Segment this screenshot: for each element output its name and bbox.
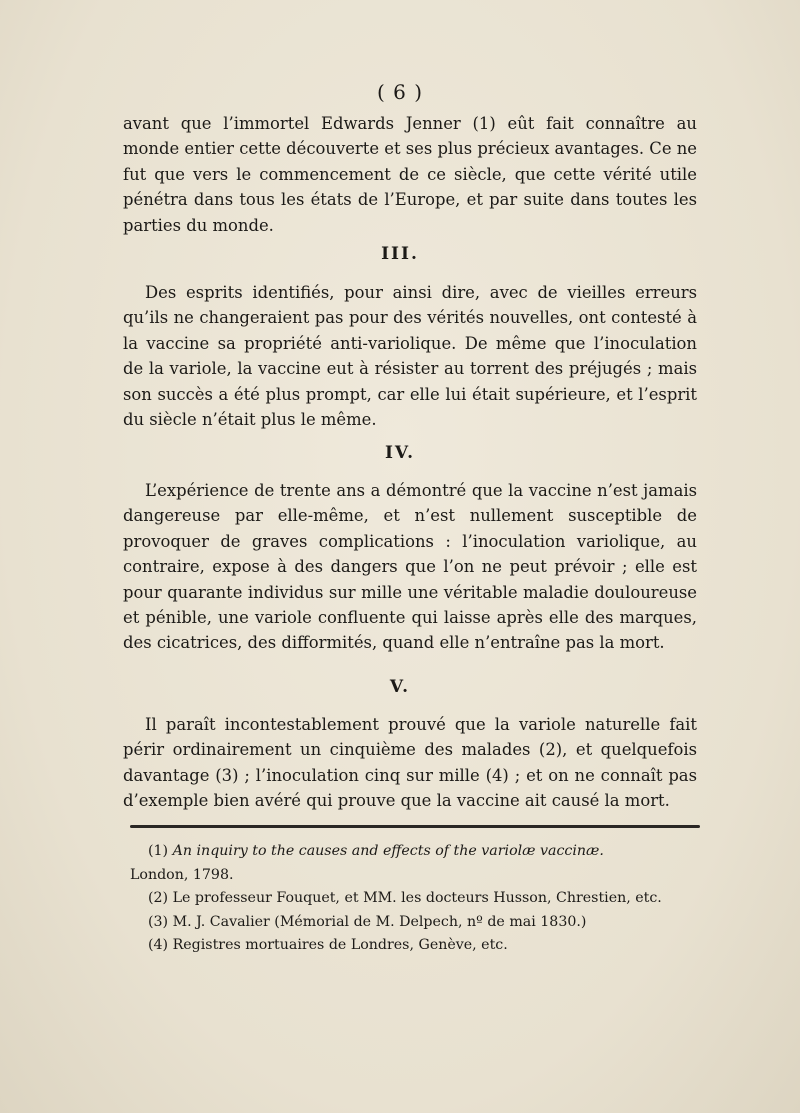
paragraph-section-5: Il paraît incontestablement prouvé que la variole naturelle fait périr ordinairement un cinquième des malades (2), et quelquefois davantage (3) ; l’inoculation cinq sur mille (4) ; et on ne connaît pas d’exemple bien avéré qui prouve que la vaccine ait causé la mort. xyxy=(123,715,697,811)
footnote-2: (2) Le professeur Fouquet, et MM. les docteurs Husson, Chrestien, etc. xyxy=(148,890,662,906)
section-heading-3: III. xyxy=(381,244,419,264)
footnote-1-place: London, 1798. xyxy=(130,866,234,883)
footnote-3: (3) M. J. Cavalier (Mémorial de M. Delpech, nº de mai 1830.) xyxy=(148,913,587,930)
paragraph-section-3: Des esprits identifiés, pour ainsi dire, avec de vieilles erreurs qu’ils ne changeraient pas pour des vérités nouvelles, ont contesté à la vaccine sa propriété anti-variolique. De même que l’inoculation de la variole, la vaccine eut à résister au torrent des préjugés ; mais son succès a été plus prompt, car elle lui était supérieure, et l’esprit du siècle n’était plus le même. xyxy=(123,283,697,430)
footnote-1-title: An inquiry to the causes and effects of the variolæ vaccinæ. xyxy=(172,843,604,859)
section-heading-5: V. xyxy=(389,677,411,697)
paragraph-intro: avant que l’immortel Edwards Jenner (1) eût fait connaître au monde entier cette découverte et ses plus précieux avantages. Ce ne fut que vers le commencement de ce siècle, que cette vérité utile pénétra dans tous les états de l’Europe, et par suite dans toutes les parties du monde. xyxy=(123,114,698,235)
footnotes xyxy=(130,840,700,958)
footnote-divider xyxy=(130,825,700,828)
footnote-4: (4) Registres mortuaires de Londres, Genève, etc. xyxy=(148,937,508,953)
section-heading-4: IV. xyxy=(384,443,416,463)
paragraph-section-4: L’expérience de trente ans a démontré que la vaccine n’est jamais dangereuse par elle-même, et n’est nullement susceptible de provoquer de graves complications : l’inoculation variolique, au contraire, expose à des dangers que l’on ne peut prévoir ; elle est pour quarante individus sur mille une véritable maladie douloureuse et pénible, une variole confluente qui laisse après elle des marques, des cicatrices, des difformités, quand elle n’entraîne pas la mort. xyxy=(123,481,697,653)
page-number: ( 6 ) xyxy=(376,80,424,104)
footnote-1-number: (1) xyxy=(148,843,169,859)
footnote-1 xyxy=(130,840,700,864)
